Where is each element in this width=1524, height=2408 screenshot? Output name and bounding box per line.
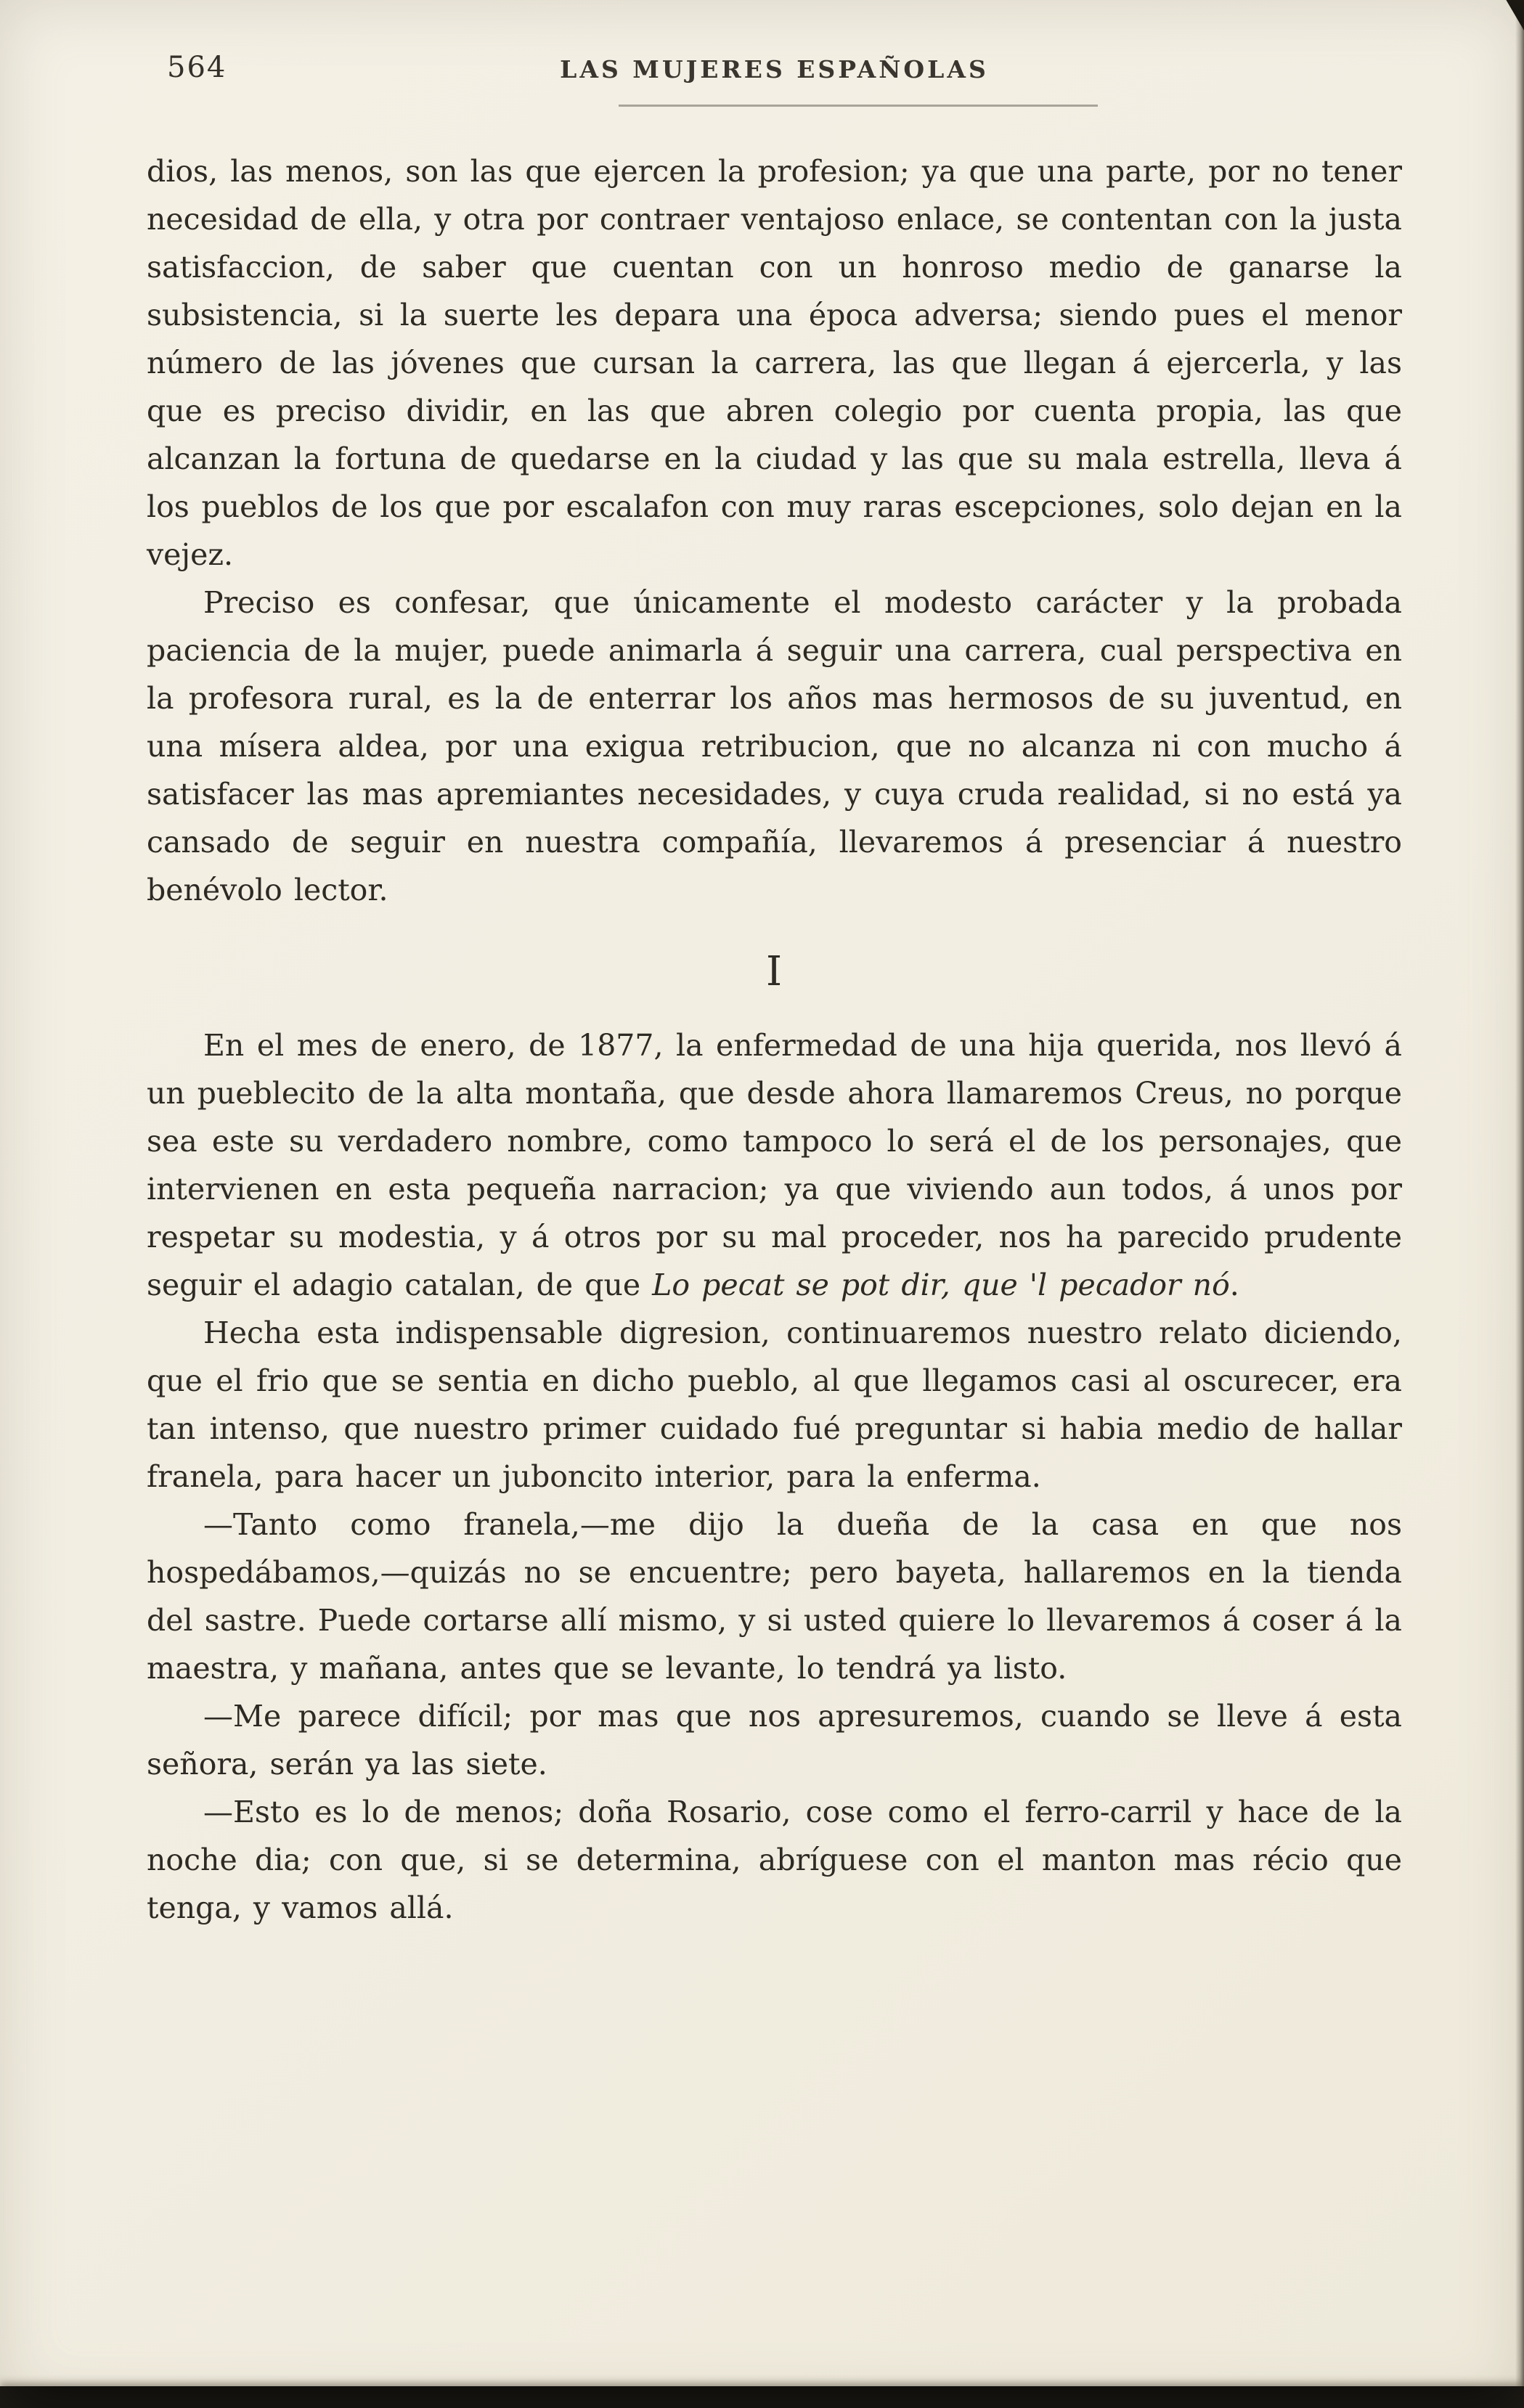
dialogue-paragraph: —Tanto como franela,—me dijo la dueña de la casa en que nos hospedábamos,—quizás no se encuentre; pero bayeta, hallaremos en la tienda del sastre. Puede cortarse allí mismo, y si usted quiere lo llevaremos á coser á la maestra, y mañana, antes que se levante, lo tendrá ya listo. [147, 1507, 1402, 1686]
header-rule [619, 105, 1098, 107]
dialogue-paragraph: —Esto es lo de menos; doña Rosario, cose como el ferro-carril y hace de la noche dia; con que, si se determina, abríguese con el manton mas récio que tenga, y vamos allá. [147, 1795, 1402, 1925]
scan-edge-bottom-artifact [0, 2386, 1524, 2408]
page-text [147, 147, 1402, 1932]
section-heading: I [765, 948, 783, 995]
catalan-proverb-italic: Lo pecat se pot dir, que 'l pecador nó [652, 1268, 1230, 1302]
page-header [147, 51, 1402, 102]
paragraph [147, 1021, 1402, 1309]
paragraph-text: En el mes de enero, de 1877, la enfermedad de una hija querida, nos llevó á un pueblecito de la alta montaña, que desde ahora llamaremos Creus, no porque sea este su verdadero nombre, como tampoco lo será el de los personajes, que intervienen en esta pequeña narracion; ya que viviendo aun todos, á unos por respetar su modestia, y á otros por su mal proceder, nos ha parecido prudente seguir el adagio catalan, de que [147, 1028, 1402, 1302]
dialogue-paragraph: —Me parece difícil; por mas que nos apresuremos, cuando se lleve á esta señora, serán ya las siete. [147, 1699, 1402, 1781]
paragraph-continuation: dios, las menos, son las que ejercen la profesion; ya que una parte, por no tener necesidad de ella, y otra por contraer ventajoso enlace, se contentan con la justa satisfaccion, de saber que cuentan con un honroso medio de ganarse la subsistencia, si la suerte les depara una época adversa; siendo pues el menor número de las jóvenes que cursan la carrera, las que llegan á ejercerla, y las que es preciso dividir, en las que abren colegio por cuenta propia, las que alcanzan la fortuna de quedarse en la ciudad y las que su mala estrella, lleva á los pueblos de los que por escalafon con muy raras escepciones, solo dejan en la vejez. [147, 154, 1402, 572]
running-title: LAS MUJERES ESPAÑOLAS [560, 55, 989, 83]
paragraph-text: . [1229, 1268, 1239, 1302]
paragraph: Preciso es confesar, que únicamente el modesto carácter y la probada paciencia de la mujer, puede animarla á seguir una carrera, cual perspectiva en la profesora rural, es la de enterrar los años mas hermosos de su juventud, en una mísera aldea, por una exigua retribucion, que no alcanza ni con mucho á satisfacer las mas apremiantes necesidades, y cuya cruda realidad, si no está ya cansado de seguir en nuestra compañía, llevaremos á presenciar á nuestro benévolo lector. [147, 585, 1402, 907]
page-number: 564 [167, 51, 227, 84]
paragraph: Hecha esta indispensable digresion, continuaremos nuestro relato diciendo, que el frio que se sentia en dicho pueblo, al que llegamos casi al oscurecer, era tan intenso, que nuestro primer cuidado fué preguntar si habia medio de hallar franela, para hacer un juboncito interior, para la enferma. [147, 1315, 1402, 1494]
